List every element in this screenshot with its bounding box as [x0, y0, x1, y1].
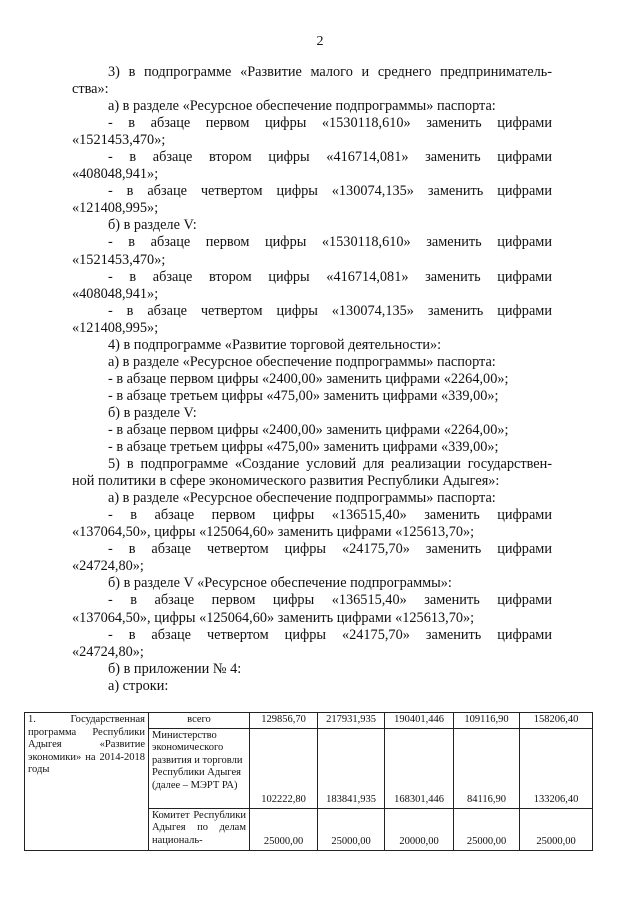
table-row — [25, 713, 593, 729]
line-5: «1521453,470»; — [72, 132, 166, 149]
line-37: а) строки: — [108, 677, 169, 694]
table-cell: 20000,00 — [385, 808, 454, 850]
total-label-cell: всего — [149, 713, 250, 729]
table-cell: 217931,935 — [318, 713, 385, 729]
line-6: - в абзаце втором цифры «416714,081» заменить цифрами — [108, 149, 552, 166]
table-cell: 25000,00 — [520, 808, 593, 850]
table-cell: 25000,00 — [250, 808, 318, 850]
line-8: - в абзаце четвертом цифры «130074,135» заменить цифрами — [108, 183, 552, 200]
organization-cell: Комитет Республики Адыгея по делам националь- — [149, 808, 250, 850]
line-22: - в абзаце первом цифры «2400,00» заменить цифрами «2264,00»; — [108, 421, 509, 438]
table-cell: 190401,446 — [385, 713, 454, 729]
line-31: б) в разделе V «Ресурсное обеспечение подпрограммы»: — [108, 575, 452, 592]
table-cell: 84116,90 — [454, 728, 520, 808]
table-cell: 25000,00 — [318, 808, 385, 850]
line-16: «121408,995»; — [72, 319, 159, 336]
line-19: - в абзаце первом цифры «2400,00» заменить цифрами «2264,00»; — [108, 370, 509, 387]
line-11: - в абзаце первом цифры «1530118,610» заменить цифрами — [108, 234, 552, 251]
line-32: - в абзаце первом цифры «136515,40» заменить цифрами — [108, 592, 552, 609]
table-cell: 183841,935 — [318, 728, 385, 808]
line-14: «408048,941»; — [72, 285, 159, 302]
line-25: ной политики в сфере экономического развития Республики Адыгея»: — [72, 473, 500, 490]
program-cell: 1. Государственная программа Республики Адыгея «Развитие экономики» на 2014-2018 годы — [25, 713, 149, 851]
table-cell: 25000,00 — [454, 808, 520, 850]
line-27: - в абзаце первом цифры «136515,40» заменить цифрами — [108, 507, 552, 524]
line-30: «24724,80»; — [72, 558, 144, 575]
line-35: «24724,80»; — [72, 643, 144, 660]
line-36: б) в приложении № 4: — [108, 660, 242, 677]
document-body — [72, 64, 552, 695]
line-18: а) в разделе «Ресурсное обеспечение подпрограммы» паспорта: — [108, 353, 496, 370]
line-7: «408048,941»; — [72, 166, 159, 183]
line-15: - в абзаце четвертом цифры «130074,135» заменить цифрами — [108, 302, 552, 319]
line-2: ства»: — [72, 81, 109, 98]
line-17: 4) в подпрограмме «Развитие торговой деятельности»: — [108, 336, 442, 353]
line-4: - в абзаце первом цифры «1530118,610» заменить цифрами — [108, 115, 552, 132]
table-cell: 158206,40 — [520, 713, 593, 729]
table-cell: 133206,40 — [520, 728, 593, 808]
line-13: - в абзаце втором цифры «416714,081» заменить цифрами — [108, 268, 552, 285]
line-20: - в абзаце третьем цифры «475,00» заменить цифрами «339,00»; — [108, 387, 499, 404]
line-28: «137064,50», цифры «125064,60» заменить цифрами «125613,70»; — [72, 524, 475, 541]
line-34: - в абзаце четвертом цифры «24175,70» заменить цифрами — [108, 626, 552, 643]
line-3: а) в разделе «Ресурсное обеспечение подпрограммы» паспорта: — [108, 98, 496, 115]
page-number: 2 — [316, 34, 324, 49]
line-12: «1521453,470»; — [72, 251, 166, 268]
table-cell: 129856,70 — [250, 713, 318, 729]
appendix-table — [24, 712, 593, 851]
table-cell: 109116,90 — [454, 713, 520, 729]
organization-cell: Министерство экономического развития и торговли Республики Адыгея (далее – МЭРТ РА) — [149, 728, 250, 808]
line-10: б) в разделе V: — [108, 217, 197, 234]
line-23: - в абзаце третьем цифры «475,00» заменить цифрами «339,00»; — [108, 439, 499, 456]
line-29: - в абзаце четвертом цифры «24175,70» заменить цифрами — [108, 541, 552, 558]
line-33: «137064,50», цифры «125064,60» заменить цифрами «125613,70»; — [72, 609, 475, 626]
table-cell: 102222,80 — [250, 728, 318, 808]
line-21: б) в разделе V: — [108, 404, 197, 421]
line-24: 5) в подпрограмме «Создание условий для реализации государствен- — [108, 456, 552, 473]
line-26: а) в разделе «Ресурсное обеспечение подпрограммы» паспорта: — [108, 490, 496, 507]
table-cell: 168301,446 — [385, 728, 454, 808]
line-1: 3) в подпрограмме «Развитие малого и среднего предприниматель- — [108, 64, 552, 80]
line-9: «121408,995»; — [72, 200, 159, 217]
